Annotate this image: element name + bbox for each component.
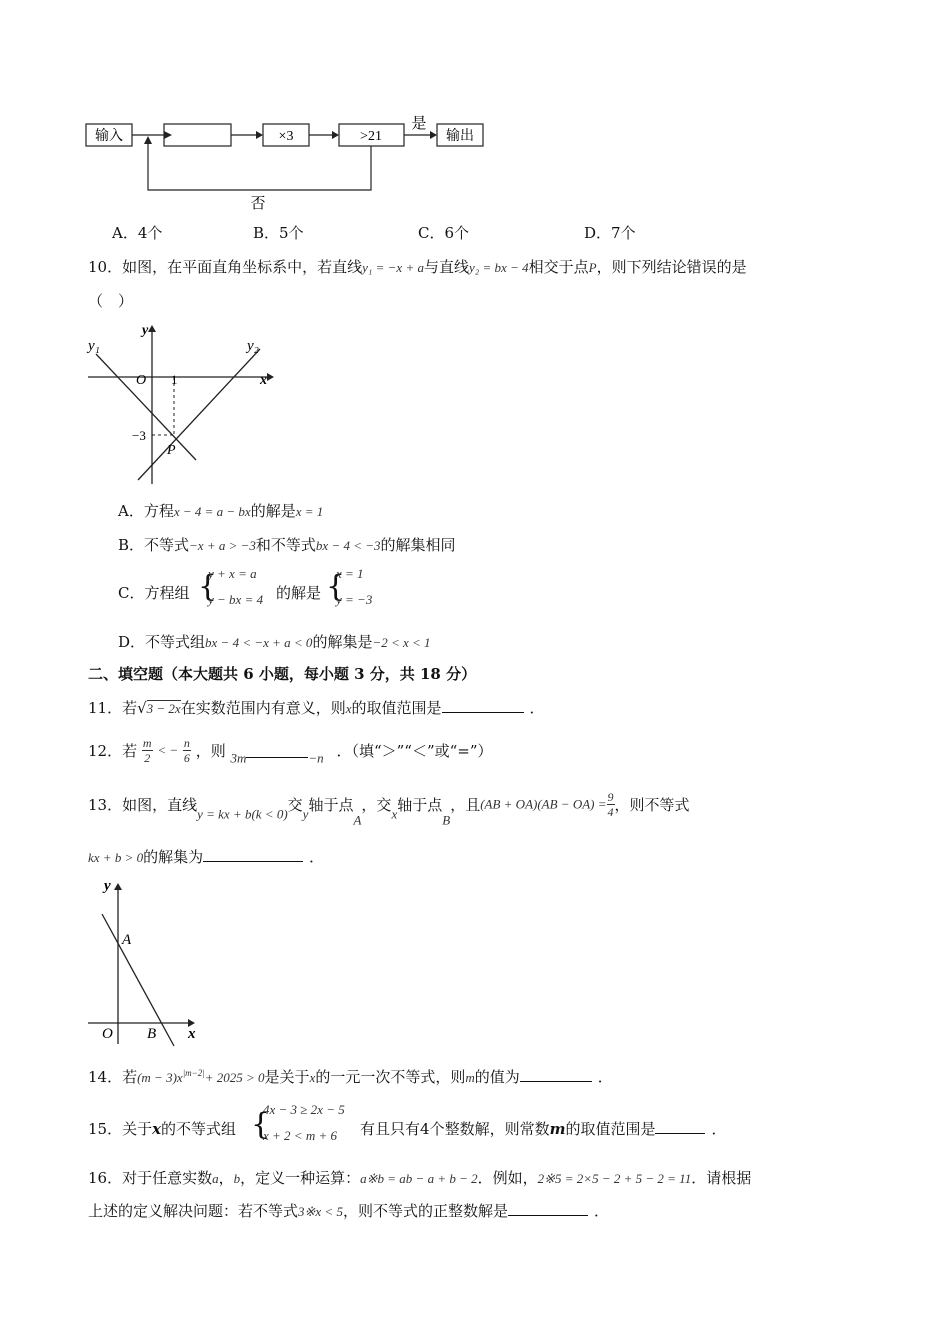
q10-y-arrow <box>148 325 156 332</box>
q10-label-y: y <box>142 323 149 338</box>
brace-left-icon: { <box>326 569 346 604</box>
q10-stem: 10．如图，在平面直角坐标系中，若直线y₁ = −x + a与直线y₂ = bx − 4相交于点P，则下列结论错误的是 <box>88 258 747 276</box>
q13-graph <box>84 876 214 1046</box>
q10-label-y2: y₂ <box>247 338 259 354</box>
q10-label-neg3: −3 <box>132 428 146 443</box>
q15: 15．关于x的不等式组 { 4x − 3 ≥ 2x − 5 x + 2 < m + 6 有且只有4个整数解，则常数m的取值范围是 ． <box>88 1102 727 1143</box>
section-2-title: 二、填空题（本大题共 6 小题，每小题 3 分，共 18 分） <box>88 665 477 683</box>
q9-option-b: B．5个 <box>253 224 304 242</box>
flow-arrowhead-3 <box>332 131 339 139</box>
flow-no-label: 否 <box>250 196 266 212</box>
flow-loop-arrowhead <box>144 136 152 144</box>
flow-yes-label: 是 <box>411 116 427 132</box>
q13-label-origin: O <box>102 1026 113 1042</box>
q10-graph <box>82 322 282 487</box>
q14-answer-blank[interactable] <box>520 1067 592 1082</box>
q10-label-y1: y₁ <box>88 338 100 354</box>
q10-option-d: D．不等式组bx − 4 < −x + a < 0的解集是−2 < x < 1 <box>118 633 431 651</box>
q14: 14．若$(m - 3)x^{|m-2|}+ 2025 > 0$是关于x的一元一次不等式，则m的值为 ． <box>88 1068 613 1086</box>
q10-x-arrow <box>267 373 274 381</box>
q12-frac-n: $\frac{n}{6}$ <box>183 736 190 765</box>
q9-option-c: C．6个 <box>418 224 470 242</box>
q13-y-arrow <box>114 883 122 890</box>
q10-line-y1 <box>96 354 196 460</box>
q15-answer-blank[interactable] <box>655 1119 705 1134</box>
q11: 11．若√3 − 2x在实数范围内有意义，则x的取值范围是 ． <box>88 699 545 717</box>
q13-label-x: x <box>188 1026 196 1042</box>
flow-arrowhead-yes <box>430 131 437 139</box>
q13-label-y: y <box>104 878 111 894</box>
q10-label-origin: O <box>136 373 147 388</box>
q16-answer-blank[interactable] <box>508 1201 588 1216</box>
flow-arrowhead-2 <box>256 131 263 139</box>
flow-output-label: 输出 <box>446 129 474 144</box>
q16-line1: 16．对于任意实数a，b，定义一种运算：a※b = ab − a + b − 2．例如，2※5 = 2×5 − 2 + 5 − 2 = 11．请根据 <box>88 1169 752 1187</box>
q13-answer-blank[interactable] <box>203 847 303 862</box>
q10-label-p: P <box>167 443 176 458</box>
flow-arrowhead-1 <box>164 131 172 139</box>
q13-label-a: A <box>122 932 132 948</box>
q9-option-a: A．4个 <box>112 224 163 242</box>
q12-frac-m: $\frac{m}{2}$ <box>142 736 152 765</box>
q13-line2: kx + b > 0的解集为 ． <box>88 848 325 866</box>
q10-line-y2 <box>138 349 260 480</box>
flow-loop-line <box>148 142 371 190</box>
q10-option-a: A．方程x − 4 = a − bx的解是x = 1 <box>118 502 324 520</box>
q12: 12．若 $\frac{m}{2}$ < − $\frac{n}{6}$ ，则 3m −n ．（填“＞”“＜”或“=”） <box>88 736 493 766</box>
sqrt-icon: √ <box>137 699 147 717</box>
q16-line2: 上述的定义解决问题：若不等式3※x < 5，则不等式的正整数解是 ． <box>88 1202 609 1220</box>
flowchart <box>80 112 500 212</box>
q9-option-d: D．7个 <box>584 224 636 242</box>
flow-cmp-label: >21 <box>360 129 382 144</box>
brace-left-icon: { <box>198 569 218 604</box>
q10-option-b: B．不等式−x + a > −3和不等式bx − 4 < −3的解集相同 <box>118 536 456 554</box>
q10-label-x: x <box>260 373 267 388</box>
q13-frac: $\frac{9}{4}$ <box>607 790 614 819</box>
flow-empty-box <box>164 124 231 146</box>
q10-answer-paren: （ ） <box>88 292 134 310</box>
flow-mult-label: ×3 <box>278 129 294 144</box>
brace-left-icon: { <box>251 1107 271 1142</box>
q11-answer-blank[interactable] <box>442 698 524 713</box>
q13-label-b: B <box>147 1026 157 1042</box>
q10-label-one: 1 <box>171 372 178 387</box>
q13-line1: 13．如图，直线y = kx + b(k < 0)交y轴于点A，交x轴于点B，且(AB + OA)(AB − OA) = $\frac{9}{4}$ ，则不等式 <box>88 790 690 828</box>
flow-input-label: 输入 <box>95 129 123 144</box>
q12-answer-blank[interactable] <box>246 743 308 758</box>
